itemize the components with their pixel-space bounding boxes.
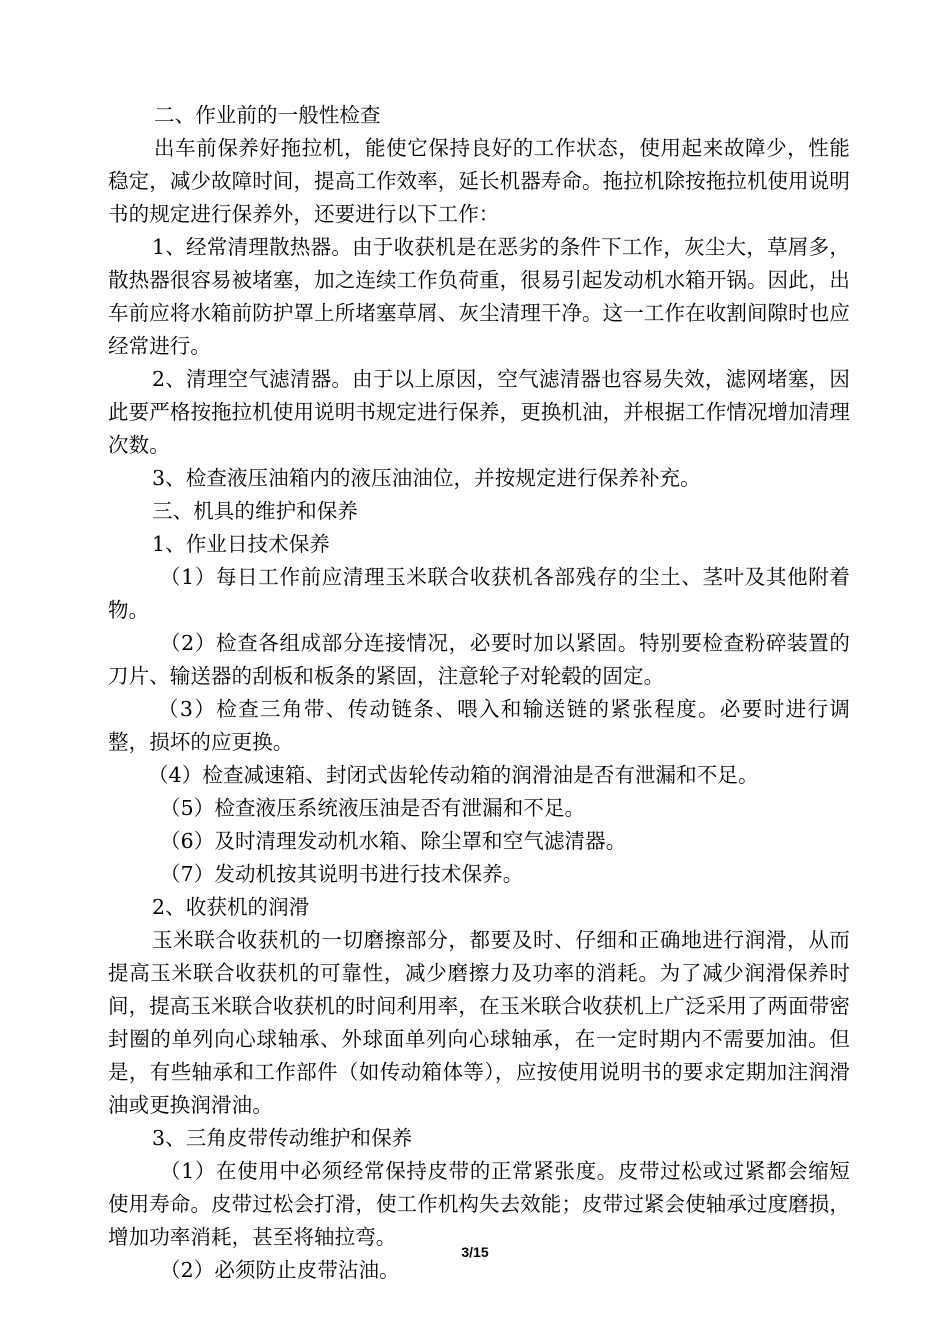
page-number: 3/15	[461, 1244, 489, 1260]
paragraph: （2）检查各组成部分连接情况，必要时加以紧固。特别要检查粉碎装置的刀片、输送器的刮板和板条的紧固，注意轮子对轮毂的固定。	[108, 631, 850, 688]
paragraph: 玉米联合收获机的一切磨擦部分，都要及时、仔细和正确地进行润滑，从而提高玉米联合收获机的可靠性，减少磨擦力及功率的消耗。为了减少润滑保养时间，提高玉米联合收获机的时间利用率，在玉米联合收获机上广泛采用了两面带密封圈的单列向心球轴承、外球面单列向心球轴承，在一定时期内不需要加油。但是，有些轴承和工作部件（如传动箱体等），应按使用说明书的要求定期加注润滑油或更换润滑油。	[108, 928, 850, 1117]
paragraph: 1、作业日技术保养	[152, 532, 330, 556]
body-text	[108, 99, 850, 1287]
paragraph: 二、作业前的一般性检查	[154, 103, 381, 127]
paragraph: （3）检查三角带、传动链条、喂入和输送链的紧张程度。必要时进行调整，损坏的应更换。	[108, 697, 850, 754]
paragraph: 出车前保养好拖拉机，能使它保持良好的工作状态，使用起来故障少，性能稳定，减少故障时间，提高工作效率，延长机器寿命。拖拉机除按拖拉机使用说明书的规定进行保养外，还要进行以下工作：	[108, 136, 850, 226]
paragraph: （6）及时清理发动机水箱、除尘罩和空气滤清器。	[160, 829, 627, 853]
paragraph: （5）检查液压系统液压油是否有泄漏和不足。	[160, 796, 586, 820]
paragraph: 2、清理空气滤清器。由于以上原因，空气滤清器也容易失效，滤网堵塞，因此要严格按拖拉机使用说明书规定进行保养，更换机油，并根据工作情况增加清理次数。	[108, 367, 850, 457]
paragraph: 3、三角皮带传动维护和保养	[152, 1126, 413, 1150]
paragraph: 三、机具的维护和保养	[152, 499, 358, 523]
paragraph: （1）每日工作前应清理玉米联合收获机各部残存的尘土、茎叶及其他附着物。	[108, 565, 850, 622]
paragraph: （7）发动机按其说明书进行技术保养。	[160, 862, 524, 886]
paragraph: （4）检查减速箱、封闭式齿轮传动箱的润滑油是否有泄漏和不足。	[148, 763, 759, 787]
paragraph: （1）在使用中必须经常保持皮带的正常紧张度。皮带过松或过紧都会缩短使用寿命。皮带过松会打滑，使工作机构失去效能；皮带过紧会使轴承过度磨损，增加功率消耗，甚至将轴拉弯。	[108, 1159, 850, 1249]
paragraph: 3、检查液压油箱内的液压油油位，并按规定进行保养补充。	[152, 466, 701, 490]
paragraph: 1、经常清理散热器。由于收获机是在恶劣的条件下工作，灰尘大，草屑多，散热器很容易被堵塞，加之连续工作负荷重，很易引起发动机水箱开锅。因此，出车前应将水箱前防护罩上所堵塞草屑、灰尘清理干净。这一工作在收割间隙时也应经常进行。	[108, 235, 850, 358]
paragraph: （2）必须防止皮带沾油。	[160, 1258, 400, 1282]
paragraph: 2、收获机的润滑	[152, 895, 310, 919]
